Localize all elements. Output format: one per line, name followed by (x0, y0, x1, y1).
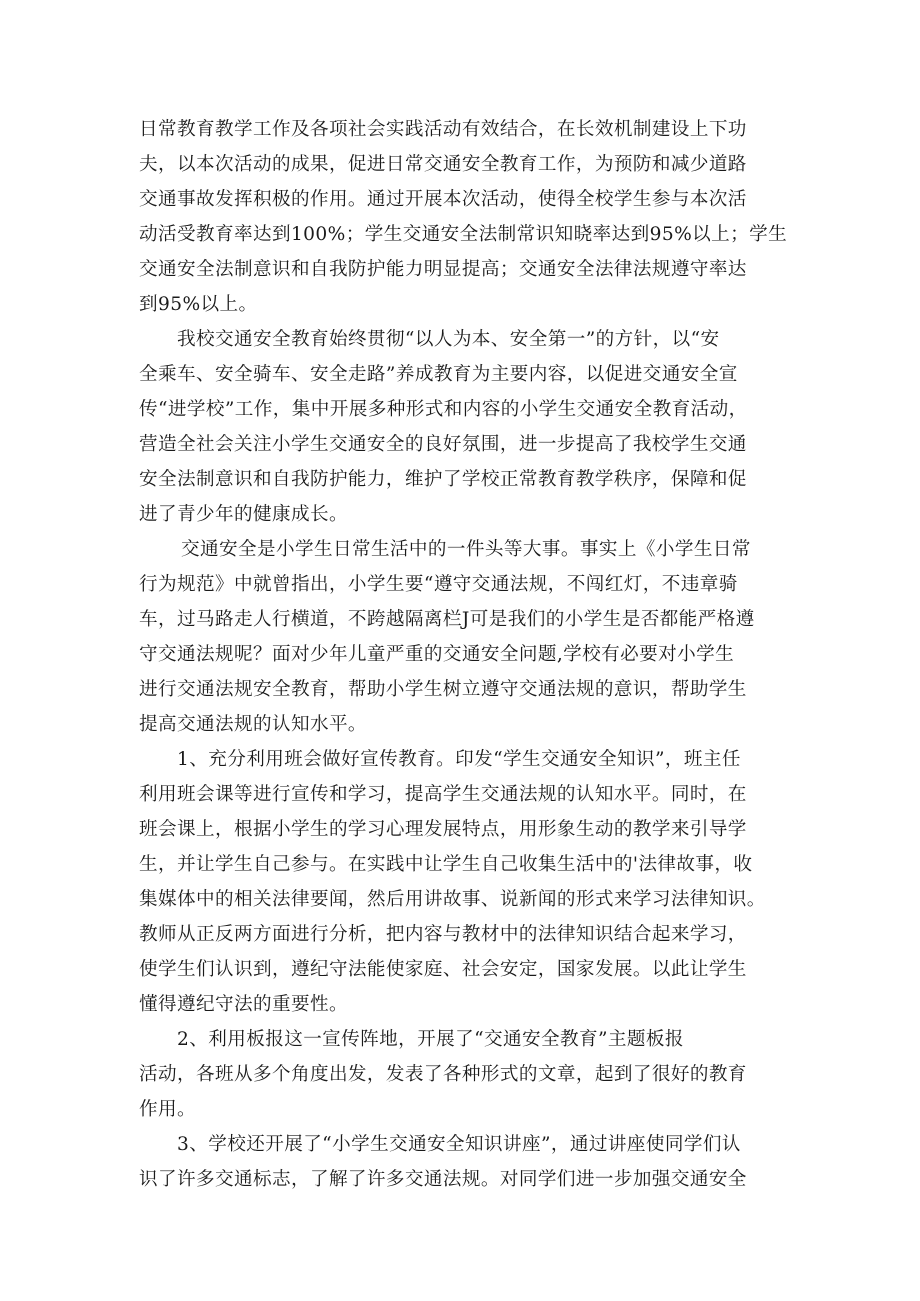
text-line: 进行交通法规安全教育，帮助小学生树立遵守交通法规的意识，帮助学生 (139, 679, 747, 700)
text-line: 2、利用板报这一宣传阵地，开展了“交通安全教育”主题板报 (177, 1029, 684, 1050)
text-line: 利用班会课等进行宣传和学习，提高学生交通法规的认知水平。同时，在 (139, 784, 747, 805)
text-line: 使学生们认识到，遵纪守法能使家庭、社会安定，国家发展。以此让学生 (139, 959, 747, 980)
text-line: 夫，以本次活动的成果，促进日常交通安全教育工作，为预防和减少道路 (139, 154, 747, 175)
text-line: 全乘车、安全骑车、安全走路”养成教育为主要内容，以促进交通安全宣 (139, 364, 738, 385)
text-line: 提高交通法规的认知水平。 (139, 714, 367, 735)
text-line: 传“进学校”工作，集中开展多种形式和内容的小学生交通安全教育活动， (139, 399, 748, 420)
text-line: 安全法制意识和自我防护能力，维护了学校正常教育教学秩序，保障和促 (139, 469, 747, 490)
text-line: 集媒体中的相关法律要闻，然后用讲故事、说新闻的形式来学习法律知识。 (139, 889, 766, 910)
text-line: 交通事故发挥积极的作用。通过开展本次活动，使得全校学生参与本次活 (139, 189, 747, 210)
text-line: 教师从正反两方面进行分析，把内容与教材中的法律知识结合起来学习， (139, 924, 747, 945)
text-line: 进了青少年的健康成长。 (139, 504, 348, 525)
text-line: 活动，各班从多个角度出发，发表了各种形式的文章，起到了很好的教育 (139, 1064, 747, 1085)
text-line: 3、学校还开展了“小学生交通安全知识讲座”，通过讲座使同学们认 (177, 1134, 741, 1155)
text-line: 懂得遵纪守法的重要性。 (139, 994, 348, 1015)
text-line: 车，过马路走人行横道，不跨越隔离栏J可是我们的小学生是否都能严格遵 (139, 609, 755, 630)
text-line: 动活受教育率达到100%；学生交通安全法制常识知晓率达到95%以上；学生 (139, 224, 788, 245)
text-line: 识了许多交通标志，了解了许多交通法规。对同学们进一步加强交通安全 (139, 1169, 747, 1190)
text-line: 作用。 (139, 1099, 196, 1120)
text-line: 营造全社会关注小学生交通安全的良好氛围，进一步提高了我校学生交通 (139, 434, 747, 455)
text-line: 班会课上，根据小学生的学习心理发展特点，用形象生动的教学来引导学 (139, 819, 747, 840)
text-line: 交通安全法制意识和自我防护能力明显提高；交通安全法律法规遵守率达 (139, 259, 747, 280)
text-line: 生，并让学生自己参与。在实践中让学生自己收集生活中的'法律故事，收 (139, 854, 753, 875)
text-line: 行为规范》中就曾指出，小学生要“遵守交通法规，不闯红灯，不违章骑 (139, 574, 738, 595)
text-line: 交通安全是小学生日常生活中的一件头等大事。事实上《小学生日常 (181, 539, 751, 560)
text-line: 1、充分利用班会做好宣传教育。印发“学生交通安全知识”，班主任 (177, 749, 741, 770)
text-line: 到95%以上。 (139, 294, 258, 315)
text-line: 我校交通安全教育始终贯彻“以人为本、安全第一”的方针，以“安 (177, 329, 720, 350)
text-line: 日常教育教学工作及各项社会实践活动有效结合，在长效机制建设上下功 (139, 119, 747, 140)
text-line: 守交通法规呢？面对少年儿童严重的交通安全问题,学校有必要对小学生 (139, 644, 735, 665)
